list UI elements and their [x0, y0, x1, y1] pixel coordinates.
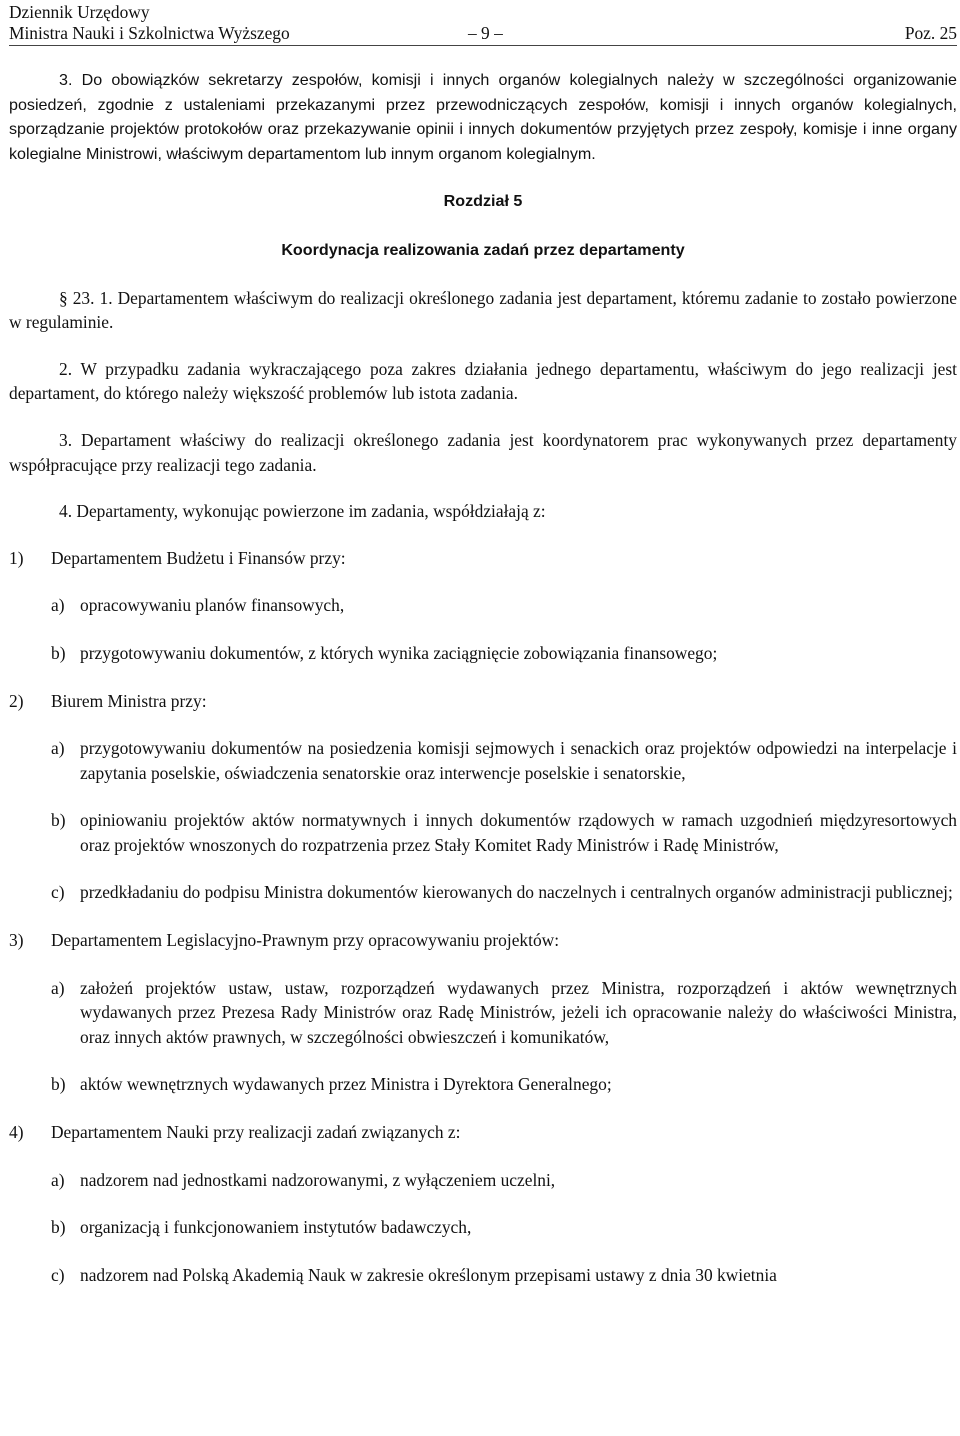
list-item-3a: [9, 976, 957, 1050]
list-item-1a-label: a): [51, 595, 65, 616]
position-number: Poz. 25: [904, 23, 957, 43]
list-item-4b-text: organizacją i funkcjonowaniem instytutów badawczych,: [80, 1217, 472, 1238]
chapter-number: Rozdział 5: [443, 192, 523, 211]
list-item-4b: [9, 1215, 957, 1240]
list-item-2c-text: przedkładaniu do podpisu Ministra dokumentów kierowanych do naczelnych i centralnych organów administracji publicznej;: [80, 882, 953, 903]
list-item-2b-text: opiniowaniu projektów aktów normatywnych i innych dokumentów rządowych w ramach uzgodnień międzyresortowych oraz projektów wnoszonych do rozpatrzenia przez Stały Komitet Rady Ministrów i Radę Ministrów,: [80, 810, 957, 855]
list-item-1-label: 1): [9, 547, 24, 568]
list-item-3-text: Departamentem Legislacyjno-Prawnym przy opracowywaniu projektów:: [51, 930, 560, 951]
list-item-4c: [9, 1263, 957, 1288]
list-item-3: [9, 928, 957, 953]
list-item-3b: [9, 1072, 957, 1097]
list-item-2c: [9, 880, 957, 905]
section-23-paragraph-4: 4. Departamenty, wykonując powierzone im zadania, współdziałają z:: [59, 501, 546, 522]
list-item-1-text: Departamentem Budżetu i Finansów przy:: [51, 547, 346, 568]
list-item-1b-text: przygotowywaniu dokumentów, z których wynika zaciągnięcie zobowiązania finansowego;: [80, 642, 718, 663]
list-item-1b: [9, 641, 957, 666]
section-23-paragraph-2: 2. W przypadku zadania wykraczającego poza zakres działania jednego departamentu, właściwym do jego realizacji jest departament, do którego należy większość problemów lub istota zadania.: [9, 358, 957, 404]
list-item-1a-text: opracowywaniu planów finansowych,: [80, 595, 345, 616]
intro-paragraph-number: 3.: [59, 71, 73, 89]
page-number: – 9 –: [468, 23, 503, 43]
list-item-2a-label: a): [51, 738, 65, 759]
list-item-4a-text: nadzorem nad jednostkami nadzorowanymi, z wyłączeniem uczelni,: [80, 1169, 556, 1190]
list-item-4b-label: b): [51, 1217, 66, 1238]
list-item-2b-label: b): [51, 810, 66, 831]
list-item-2a-text: przygotowywaniu dokumentów na posiedzenia komisji sejmowych i senackich oraz projektów odpowiedzi na interpelacje i zapytania poselskie, oświadczenia senatorskie oraz interwencje poselskie i senatorskie,: [80, 738, 957, 783]
list-item-3b-text: aktów wewnętrznych wydawanych przez Ministra i Dyrektora Generalnego;: [80, 1074, 612, 1095]
document-body: [9, 68, 957, 1287]
list-item-3a-label: a): [51, 977, 65, 998]
list-item-3b-label: b): [51, 1074, 66, 1095]
list-item-2-label: 2): [9, 690, 24, 711]
list-item-2a: [9, 736, 957, 785]
list-item-1: [9, 546, 957, 571]
list-item-2c-label: c): [51, 882, 65, 903]
page-header: [9, 0, 957, 44]
section-23-paragraph-1: § 23. 1. Departamentem właściwym do realizacji określonego zadania jest departament, któremu zadanie to zostało powierzone w regulaminie.: [9, 287, 957, 333]
list-item-2-text: Biurem Ministra przy:: [51, 690, 207, 711]
chapter-title: Koordynacja realizowania zadań przez departamenty: [281, 240, 685, 259]
list-item-4a: [9, 1168, 957, 1193]
list-item-2: [9, 689, 957, 714]
journal-title: Dziennik Urzędowy: [9, 2, 150, 22]
list-item-3-label: 3): [9, 930, 24, 951]
list-item-1b-label: b): [51, 642, 66, 663]
list-item-4: [9, 1120, 957, 1145]
list-item-2b: [9, 808, 957, 857]
list-item-1a: [9, 593, 957, 618]
section-23-paragraph-3: 3. Departament właściwy do realizacji określonego zadania jest koordynatorem prac wykonywanych przez departamenty współpracujące przy realizacji tego zadania.: [9, 429, 957, 475]
ministry-name: Ministra Nauki i Szkolnictwa Wyższego: [9, 23, 290, 43]
list-item-4-label: 4): [9, 1122, 24, 1143]
header-divider: [9, 45, 957, 46]
list-item-4c-text: nadzorem nad Polską Akademią Nauk w zakresie określonym przepisami ustawy z dnia 30 kwietnia: [80, 1264, 777, 1285]
list-item-3a-text: założeń projektów ustaw, ustaw, rozporządzeń wydawanych przez Ministra, rozporządzeń i aktów wewnętrznych wydawanych przez Prezesa Rady Ministrów oraz Radę Ministrów, jeżeli ich opracowanie należy do właściwości Ministra, oraz innych aktów prawnych, w szczególności obwieszczeń i komunikatów,: [80, 977, 957, 1047]
list-item-4-text: Departamentem Nauki przy realizacji zadań związanych z:: [51, 1122, 461, 1143]
intro-paragraph: [9, 68, 957, 166]
list-item-4c-label: c): [51, 1264, 65, 1285]
intro-paragraph-text: Do obowiązków sekretarzy zespołów, komisji i innych organów kolegialnych należy w szczególności organizowanie posiedzeń, zgodnie z ustaleniami przekazanymi przez przewodniczących zespołów, komisji i innych organów kolegialnych, sporządzanie projektów protokołów oraz przekazywanie opinii i innych dokumentów przyjętych przez zespoły, komisje i inne organy kolegialne Ministrowi, właściwym departamentom lub innym organom kolegialnym.: [9, 71, 957, 163]
list-item-4a-label: a): [51, 1169, 65, 1190]
